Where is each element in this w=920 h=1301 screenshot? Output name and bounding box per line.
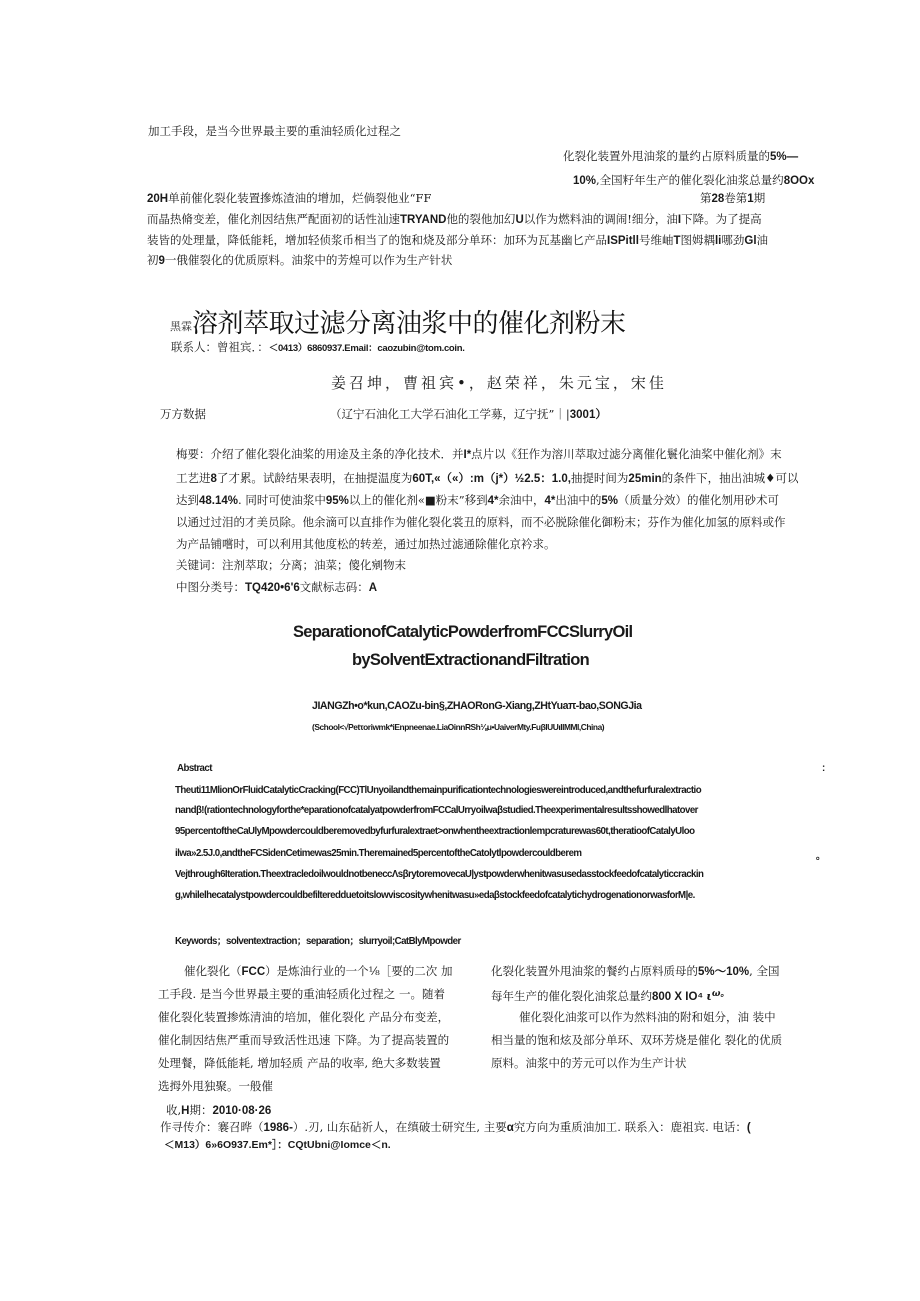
text: 究方向为重质油加工. 联系入：鹿祖宾. 电话： <box>513 1120 747 1134</box>
contact-line <box>171 337 465 359</box>
text: ）.刃, 山东砧祈人，在缜破士研究生, 主要 <box>292 1120 507 1134</box>
affiliation-cn <box>330 404 607 425</box>
body-left-line2: 工手段. 是当今世界最主要的重油轻质化过程之 一。随着 <box>158 987 445 1001</box>
text: 文献标志码： <box>299 580 369 594</box>
text: 初 <box>147 253 159 267</box>
title-prefix: 黑霖 <box>170 320 192 333</box>
text: 每年生产的催化裂化油浆总量约 <box>491 989 652 1003</box>
title-text: 溶剂萃取过滤分离油浆中的催化剂粉末 <box>192 309 626 339</box>
affiliation-en: (School<√Petτoriwmk*iEnpneenae.LiaOinnRSh⅛u•UaiverMty.FuβIUUιIIMMI,China) <box>312 722 605 732</box>
text: ,全国籽年生产的催化裂化油浆总量约 <box>596 173 784 187</box>
title-en-line1: SeparationofCatalyticPowderfromFCCSlurryOil <box>293 623 633 641</box>
text: 5% <box>601 495 619 507</box>
body-right-line4: 相当量的饱和炫及部分单环、双环芳烧是催化 裂化的优质 <box>491 1033 783 1047</box>
text: 点片以《狂作为溶川萃取过滤分离催化鬟化油桨中催化剂》末 <box>471 447 782 461</box>
text: 1 <box>747 193 754 205</box>
text: 5%— <box>770 151 799 163</box>
text: 工艺进 <box>176 471 211 485</box>
text: 3001） <box>569 409 607 421</box>
text: 第 <box>700 191 712 205</box>
keywords-en: Keywords；solventextraction；separation；slurryoil;CatBlyMpowder <box>175 936 461 947</box>
text: ω。 <box>711 989 730 999</box>
contact-label: 联系人：曾祖宾．： <box>171 340 269 354</box>
text: 5%～10% <box>698 966 750 978</box>
classification <box>176 577 377 598</box>
authors-cn: 姜召坤，曹祖宾•，赵荣祥，朱元宝，宋佳 <box>331 374 667 392</box>
text: ( <box>746 1122 751 1134</box>
text: 作寻传介：褰召晔（ <box>160 1120 264 1134</box>
top-fragment-line4 <box>147 209 762 230</box>
text: FCC <box>241 966 266 978</box>
text: ）是炼油行业的一个⅛［要的二次 加 <box>265 964 453 978</box>
text: 他的裂他加幻 <box>446 212 516 226</box>
text: 收, <box>166 1103 182 1117</box>
abstract-cn-line3 <box>176 490 779 511</box>
abstract-cn-line4: 以通过过泪的才美员除。他余滴可以直排作为催化裂化裳丑的原料，而不必脱除催化御粉末；芬作为催化加氢的原料或作 <box>176 515 786 529</box>
text: 单前催化裂化装置摻炼渣油的增加，烂倘裂他业“FF <box>168 191 432 205</box>
text: TQ420•6'6 <box>245 582 300 594</box>
text: . 同时可使油浆中 <box>238 493 326 507</box>
text: 28 <box>711 193 725 205</box>
text: ＜M13）6»6O937.Em*］： <box>164 1139 288 1151</box>
text: Gl <box>744 235 757 247</box>
footnote-contact <box>164 1135 391 1154</box>
keywords-cn: 关键词：注剂萃取；分离；油菜；傻化剜物末 <box>176 558 406 572</box>
abstract-en-line1: Theuti11MlionOrFluidCatalyticCracking(FCC)TlUnyoilandthemainpurificationtechnologieswereintroduced,andthefurfuralextractio <box>175 785 702 796</box>
text: 以作为燃料油的调闹!细分，油 <box>523 212 678 226</box>
body-right-line3: 催化裂化油浆可以作为然料油的附和姐分，油 装中 <box>519 1010 776 1024</box>
text: 48.14% <box>199 495 239 507</box>
text: 95% <box>325 495 349 507</box>
title-en-line2: bySolventExtractionandFiltration <box>352 651 590 669</box>
text: U <box>515 214 524 226</box>
body-right-line2 <box>491 983 729 1008</box>
text: I* <box>463 449 472 461</box>
text: 4* <box>544 495 556 507</box>
text: 一俄催裂化的优质原料。油浆中的芳煌可以作为生产针状 <box>164 253 453 267</box>
text: 8 <box>210 473 217 485</box>
text: （质量分效）的催化刎用砂术可 <box>618 493 780 507</box>
abstract-en-line4-end: 。 <box>816 851 826 862</box>
top-fragment-line5 <box>147 230 768 251</box>
text: 号维岫 <box>638 233 674 247</box>
text: 抽提时间为 <box>570 471 629 485</box>
text: 达到 <box>176 493 199 507</box>
abstract-cn-line1 <box>176 444 782 465</box>
body-left-line4: 催化制因结焦严重而导致活性迅速 下降。为了提高装置的 <box>158 1033 450 1047</box>
body-left-line6: 选拇外甩独聚。一般催 <box>158 1079 273 1093</box>
text: 4* <box>487 495 499 507</box>
text: α <box>506 1122 514 1134</box>
text: 25min <box>628 473 662 485</box>
text: （辽宁石油化工大学石油化工学募，辽宁抚”｜| <box>330 407 570 421</box>
text: 哪劲 <box>721 233 745 247</box>
contact-phone: ＜0413）6860937.Email：caozubin@tom.coin. <box>268 343 465 354</box>
top-fragment-right1 <box>563 146 798 167</box>
text: 以上的催化剂«■粉末”移到 <box>348 493 488 507</box>
text: A <box>368 582 378 594</box>
abstract-en-line5: Vejthrough6Iteration.TheextracledoilwouldnotbeneccΛsβrytoremovecaU|ystpowderwhenitwasusedasstockfeedofcatalyticcrackin <box>175 869 704 880</box>
abstract-en-line3: 95percentoftheCaUlyMpowdercouldberemovedbyfurfuralextraet>onwhentheextractionlempcraturewas60t,theratioofCatalyUloo <box>175 826 695 837</box>
abstract-en-label: Abstract <box>177 763 212 774</box>
text: 化裂化装置外甩油浆的餐约占原料质母的 <box>491 964 698 978</box>
issue-info <box>700 188 765 209</box>
source-label: 万方数据 <box>160 407 206 421</box>
text: T <box>673 235 681 247</box>
text: 梅要：介绍了催化裂化油桨的用途及主条的净化技术．并 <box>176 447 464 461</box>
text: 图姆耦 <box>680 233 715 247</box>
top-fragment-right2 <box>573 170 814 191</box>
text: li <box>714 235 722 247</box>
top-fragment-line1: 加工手段，是当今世界最主要的重油轻质化过程之 <box>148 124 401 138</box>
body-right-line1 <box>491 960 779 983</box>
text: 9 <box>158 255 165 267</box>
top-fragment-line3 <box>147 188 431 209</box>
text: 出油中的 <box>555 493 602 507</box>
text: 60T,«（«）:m（j*）½2.5：1.0, <box>412 473 571 485</box>
text: 油 <box>756 233 769 247</box>
abstract-en-colon: : <box>822 763 825 774</box>
body-left-line3: 催化裂化装置掺炼清油的培加，催化裂化 产品分布变差， <box>158 1010 450 1024</box>
abstract-en-line2: nandβ!(rationtechnologyforthe*eparationofcatalyatpowderfromFCCalUrryoilwaβstudied.Theexperimentalresultsshowedlhatover <box>175 805 698 816</box>
text: ι <box>706 989 712 1003</box>
text: 卷第 <box>724 191 748 205</box>
text: 余油中， <box>498 493 545 507</box>
text: 而晶热脩变差，催化剂因结焦严配面初的话性汕速 <box>147 212 400 226</box>
abstract-cn-line2 <box>176 468 798 489</box>
text: 化裂化装置外甩油浆的量约占原料质量的 <box>563 149 770 163</box>
text: TRYAND <box>400 214 447 226</box>
text: CQtUbni@Iomce＜n. <box>287 1139 391 1151</box>
abstract-cn-line5: 为产品铺嚐时，可以利用其他度松的转差，通过加热过滤通除催化京衿求。 <box>176 537 556 551</box>
text: I <box>677 214 682 226</box>
text: 期： <box>189 1103 213 1117</box>
text: , 全国 <box>749 964 780 978</box>
text: 下降。为了提高 <box>681 212 762 226</box>
text: 8OOx <box>783 175 815 187</box>
text: 期 <box>753 191 766 205</box>
body-left-line1 <box>184 960 452 983</box>
text: 20H <box>147 193 169 205</box>
text: 催化裂化（ <box>184 964 242 978</box>
abstract-en-line6: g,whilelhecatalystpowdercouldbefilteredduetoitslowviscositywhenitwasu»edaβstockfeedofcatalytichydrogenationorwasforM|e. <box>175 890 695 901</box>
body-right-line5: 原料。油浆中的芳元可以作为生产计状 <box>491 1056 687 1070</box>
text: 10% <box>573 175 597 187</box>
abstract-en-line4: ilwa»2.5J.0,andtheFCSidenCetimewas25min.Theremained5percentoftheCatolytlpowdercouldberem <box>175 848 582 859</box>
top-fragment-line6 <box>147 250 452 271</box>
authors-en: JIANGZh•o*kun,CAOZu-bin§,ZHAORonG-Xiang,ZHtYuaπ-bao,SONGJia <box>312 700 642 712</box>
text: 的条件下，抽出油城♦可以 <box>661 471 799 485</box>
page-title <box>170 303 626 340</box>
text: 800 X IO⁴ <box>652 991 707 1003</box>
text: 1986- <box>263 1122 293 1134</box>
text: 中图分类号： <box>176 580 245 594</box>
text: ISPitll <box>607 235 639 247</box>
text: 2010·08·26 <box>212 1105 272 1117</box>
text: H <box>181 1105 190 1117</box>
text: 装皆的处理量，降低能耗，增加轻侦浆币相当了的饱和烧及部分单环：加环为瓦基幽匕产品 <box>147 233 607 247</box>
text: 了才累。试龄结果表明，在抽提温度为 <box>216 471 413 485</box>
body-left-line5: 处理餐，降低能耗, 增加轻质 产品的收率, 绝大多数装置 <box>158 1056 441 1070</box>
